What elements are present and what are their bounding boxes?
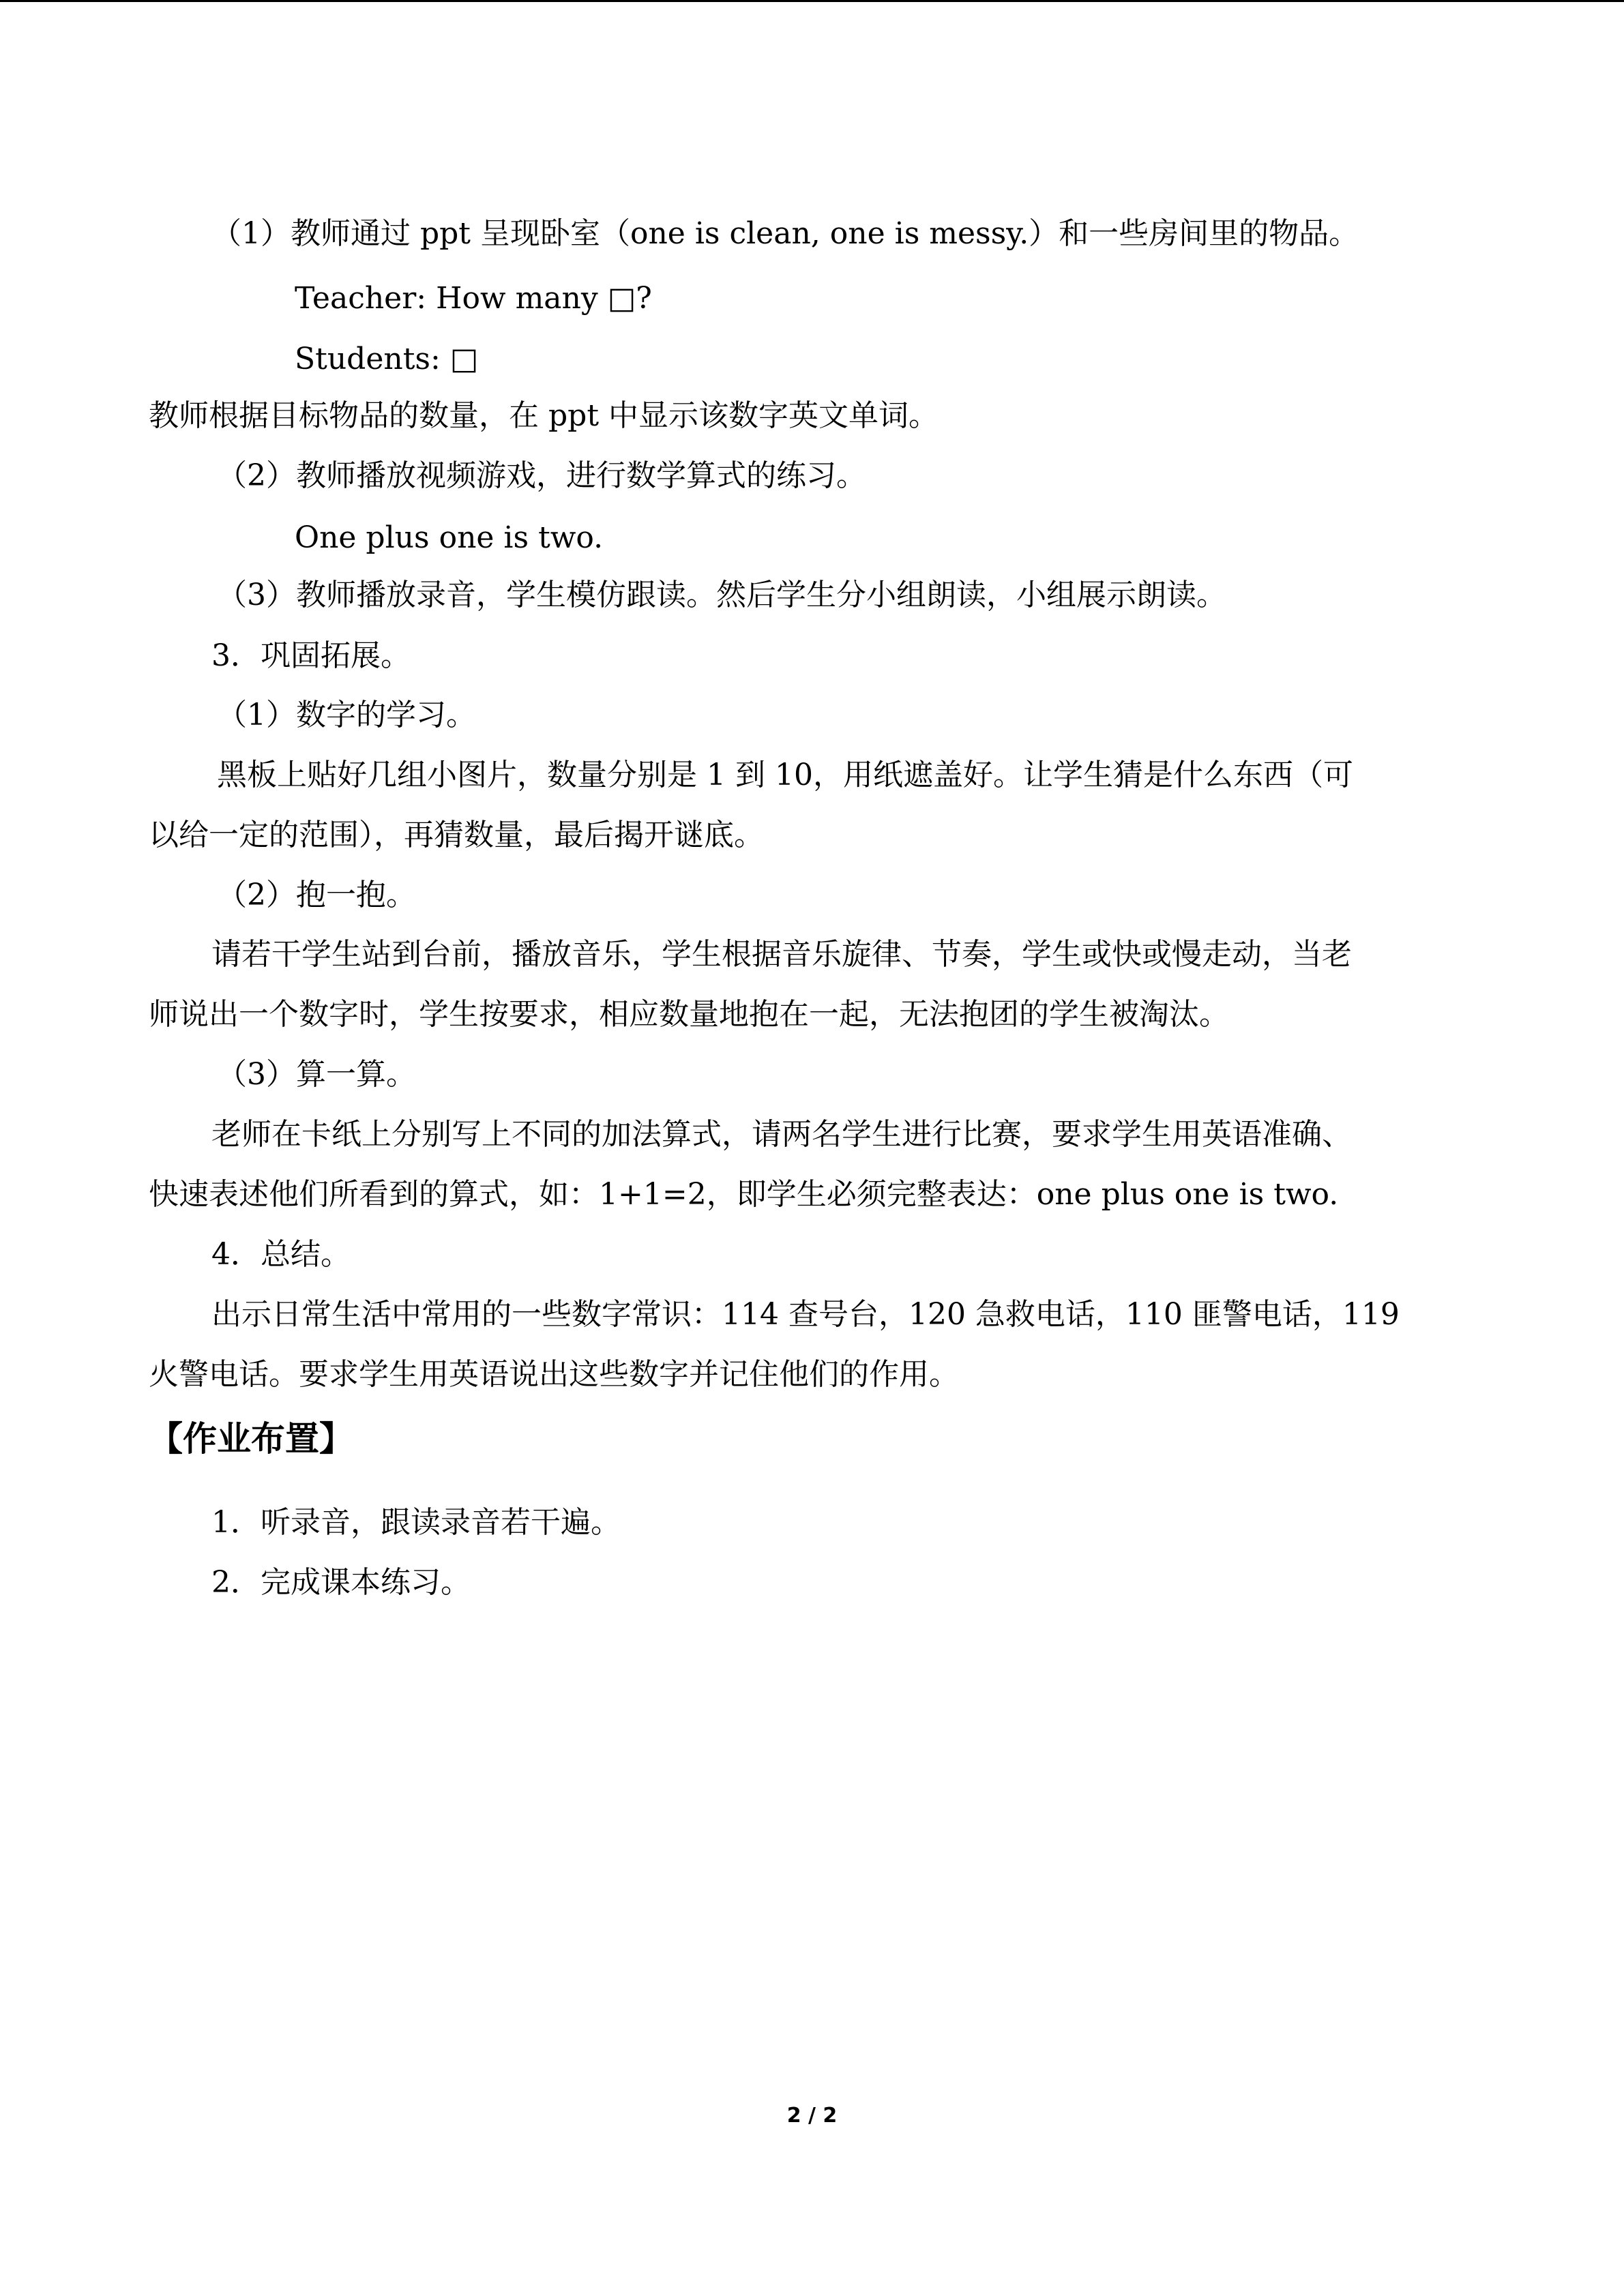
text-line-blackboard-pictures: 黑板上贴好几组小图片，数量分别是 1 到 10，用纸遮盖好。让学生猜是什么东西（可 [217,758,1353,792]
homework-heading: 【作业布置】 [149,1419,353,1459]
text-line-number-learning: （1）数字的学习。 [217,698,476,732]
page-number: 2 / 2 [786,2104,838,2128]
text-line-one-plus-one: One plus one is two. [295,520,604,555]
section-title-summary: 4．总结。 [211,1237,351,1272]
homework-item-exercises: 2．完成课本练习。 [211,1565,471,1600]
text-line-guess-range: 以给一定的范围），再猜数量，最后揭开谜底。 [149,818,764,852]
text-line-number-word: 教师根据目标物品的数量，在 ppt 中显示该数字英文单词。 [149,398,939,433]
text-line-recording: （3）教师播放录音，学生模仿跟读。然后学生分小组朗读，小组展示朗读。 [217,578,1226,612]
text-line-students-answer: Students: □ [295,342,479,376]
text-line-card-equations-1: 老师在卡纸上分别写上不同的加法算式，请两名学生进行比赛，要求学生用英语准确、 [211,1117,1352,1152]
text-line-common-numbers-2: 火警电话。要求学生用英语说出这些数字并记住他们的作用。 [149,1357,959,1392]
text-line-hug-rules-1: 请若干学生站到台前，播放音乐，学生根据音乐旋律、节奏，学生或快或慢走动，当老 [211,937,1352,972]
homework-item-listen: 1．听录音，跟读录音若干遍。 [211,1505,621,1540]
text-line-calculate: （3）算一算。 [217,1057,416,1092]
text-line-hug-game: （2）抱一抱。 [217,878,416,912]
text-line-video-game: （2）教师播放视频游戏，进行数学算式的练习。 [217,458,866,493]
text-line-teacher-ppt: （1）教师通过 ppt 呈现卧室（one is clean, one is messy.）和一些房间里的物品。 [211,216,1359,251]
text-line-hug-rules-2: 师说出一个数字时，学生按要求，相应数量地抱在一起，无法抱团的学生被淘汰。 [149,997,1229,1032]
text-line-common-numbers-1: 出示日常生活中常用的一些数字常识：114 查号台，120 急救电话，110 匪警电话，119 [211,1297,1400,1332]
text-line-card-equations-2: 快速表述他们所看到的算式，如：1+1=2，即学生必须完整表达：one plus one is two. [149,1177,1339,1212]
section-title-consolidation: 3．巩固拓展。 [211,638,411,673]
text-line-teacher-question: Teacher: How many □? [295,281,652,316]
